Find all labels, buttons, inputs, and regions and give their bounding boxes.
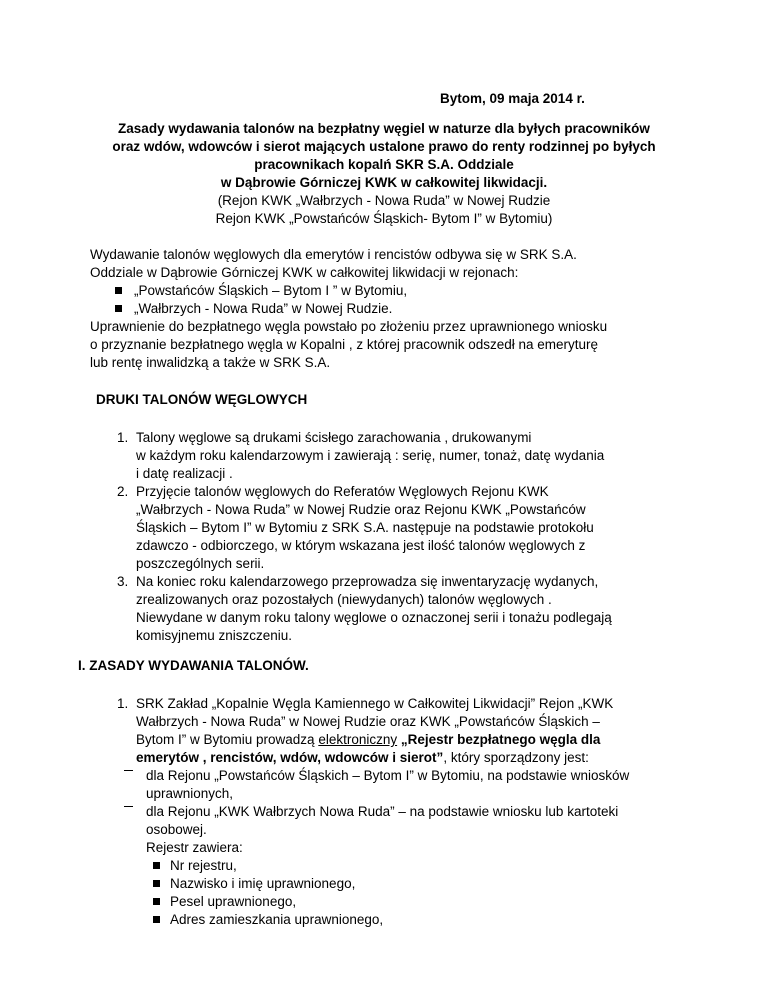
title-line-5: (Rejon KWK „Wałbrzych - Nowa Ruda” w Nowej Rudzie <box>217 193 551 208</box>
underlined-term: elektroniczny <box>318 732 398 747</box>
dash-item-1-line-2: uprawnionych, <box>146 786 234 801</box>
druki-item-1-line-2: w każdym roku kalendarzowym i zawierają : serię, numer, tonaż, datę wydania <box>136 448 605 463</box>
dash-item-2-line-1: dla Rejonu „KWK Wałbrzych Nowa Ruda” – na podstawie wniosku lub kartoteki <box>146 804 619 819</box>
zasady-line-2: Wałbrzych - Nowa Ruda” w Nowej Rudzie oraz KWK „Powstańców Śląskich – <box>136 714 600 729</box>
title-line-2: oraz wdów, wdowców i sierot mających ustalone prawo do renty rodzinnej po byłych <box>112 139 656 154</box>
square-bullet-icon <box>115 287 122 294</box>
zasady-line-4 <box>136 748 589 767</box>
title-line-4: w Dąbrowie Górniczej KWK w całkowitej likwidacji. <box>220 175 548 190</box>
zasady-line-3 <box>136 730 600 749</box>
zasady-line-1: SRK Zakład „Kopalnie Węgla Kamiennego w Całkowitej Likwidacji” Rejon „KWK <box>136 696 614 711</box>
druki-item-2-line-1: Przyjęcie talonów węglowych do Referatów Węglowych Rejonu KWK <box>136 484 549 499</box>
title-line-1: Zasady wydawania talonów na bezpłatny węgiel w naturze dla byłych pracowników <box>118 121 650 136</box>
register-name-part-1: „Rejestr bezpłatnego węgla dla <box>397 732 601 747</box>
zasady-item-1-number: 1. <box>117 696 129 711</box>
date-line: Bytom, 09 maja 2014 r. <box>440 91 585 106</box>
square-bullet-icon <box>153 862 160 869</box>
zasady-line-4-text: , który sporządzony jest: <box>443 750 589 765</box>
druki-item-1-number: 1. <box>117 430 129 445</box>
title-line-3: pracownikach kopalń SKR S.A. Oddziale <box>254 157 514 172</box>
druki-item-2-line-4: zdawczo - odbiorczego, w którym wskazana jest ilość talonów węglowych z <box>136 538 586 553</box>
intro-bullet-1: „Powstańców Śląskich – Bytom I ” w Bytomiu, <box>134 283 408 298</box>
rejestr-item-3: Pesel uprawnionego, <box>170 894 297 909</box>
druki-item-2-line-5: poszczególnych serii. <box>136 556 265 571</box>
intro-bullet-2: „Wałbrzych - Nowa Ruda” w Nowej Rudzie. <box>134 301 393 316</box>
register-name-part-2: emerytów , rencistów, wdów, wdowców i sierot” <box>136 750 444 765</box>
intro-line-4: o przyznanie bezpłatnego węgla w Kopalni , z której pracownik odszedł na emeryturę <box>90 337 599 352</box>
square-bullet-icon <box>153 898 160 905</box>
dash-bullet-icon <box>124 806 133 807</box>
square-bullet-icon <box>153 880 160 887</box>
zasady-line-3-text: Bytom I” w Bytomiu prowadzą <box>136 732 319 747</box>
druki-item-1-line-3: i datę realizacji . <box>136 466 233 481</box>
rejestr-item-4: Adres zamieszkania uprawnionego, <box>170 912 384 927</box>
druki-item-3-line-4: komisyjnemu zniszczeniu. <box>136 628 293 643</box>
dash-item-1-line-1: dla Rejonu „Powstańców Śląskich – Bytom I” w Bytomiu, na podstawie wniosków <box>146 768 630 783</box>
druki-item-1-line-1: Talony węglowe są drukami ścisłego zarachowania , drukowanymi <box>136 430 532 445</box>
intro-line-1: Wydawanie talonów węglowych dla emerytów i rencistów odbywa się w SRK S.A. <box>90 247 577 262</box>
druki-item-3-line-3: Niewydane w danym roku talony węglowe o oznaczonej serii i tonażu podlegają <box>136 610 612 625</box>
rejestr-intro: Rejestr zawiera: <box>146 840 243 855</box>
rejestr-item-2: Nazwisko i imię uprawnionego, <box>170 876 356 891</box>
druki-item-3-line-1: Na koniec roku kalendarzowego przeprowadza się inwentaryzację wydanych, <box>136 574 599 589</box>
druki-item-3-number: 3. <box>117 574 129 589</box>
druki-item-3-line-2: zrealizowanych oraz pozostałych (niewydanych) talonów węglowych . <box>136 592 552 607</box>
square-bullet-icon <box>153 916 160 923</box>
druki-item-2-number: 2. <box>117 484 129 499</box>
druki-item-2-line-3: Śląskich – Bytom I” w Bytomiu z SRK S.A. następuje na podstawie protokołu <box>136 520 594 535</box>
section-druki-heading: DRUKI TALONÓW WĘGLOWYCH <box>96 392 308 407</box>
intro-line-2: Oddziale w Dąbrowie Górniczej KWK w całkowitej likwidacji w rejonach: <box>90 265 519 280</box>
dash-item-2-line-2: osobowej. <box>146 822 207 837</box>
rejestr-item-1: Nr rejestru, <box>170 858 237 873</box>
intro-line-3: Uprawnienie do bezpłatnego węgla powstało po złożeniu przez uprawnionego wniosku <box>90 319 608 334</box>
intro-line-5: lub rentę inwalidzką a także w SRK S.A. <box>90 355 331 370</box>
square-bullet-icon <box>115 305 122 312</box>
druki-item-2-line-2: „Wałbrzych - Nowa Ruda” w Nowej Rudzie oraz Rejonu KWK „Powstańców <box>136 502 586 517</box>
dash-bullet-icon <box>124 770 133 771</box>
section-zasady-heading: I. ZASADY WYDAWANIA TALONÓW. <box>78 658 309 673</box>
title-line-6: Rejon KWK „Powstańców Śląskich- Bytom I” w Bytomiu) <box>215 211 553 226</box>
